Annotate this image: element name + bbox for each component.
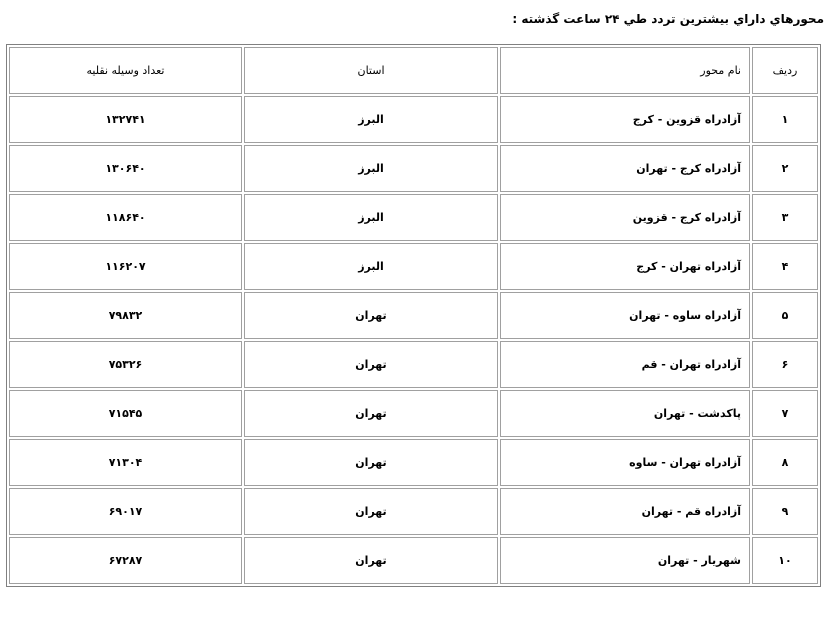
cell-route: پاكدشت - تهران — [500, 390, 750, 437]
cell-route: آزادراه كرج - قزوين — [500, 194, 750, 241]
cell-vehicles: ۱۱۸۶۴۰ — [9, 194, 242, 241]
routes-table — [6, 44, 821, 587]
cell-province: تهران — [244, 488, 498, 535]
cell-rank: ۸ — [752, 439, 818, 486]
header-vehicles: تعداد وسيله نقليه — [9, 47, 242, 94]
cell-province: تهران — [244, 537, 498, 584]
cell-rank: ۲ — [752, 145, 818, 192]
cell-province: تهران — [244, 292, 498, 339]
cell-rank: ۱۰ — [752, 537, 818, 584]
table-row — [9, 439, 818, 486]
cell-vehicles: ۷۱۵۴۵ — [9, 390, 242, 437]
table-row — [9, 341, 818, 388]
cell-vehicles: ۶۷۲۸۷ — [9, 537, 242, 584]
cell-vehicles: ۱۳۲۷۴۱ — [9, 96, 242, 143]
cell-route: آزادراه تهران - قم — [500, 341, 750, 388]
header-route: نام محور — [500, 47, 750, 94]
cell-rank: ۷ — [752, 390, 818, 437]
cell-route: آزادراه قزوين - كرج — [500, 96, 750, 143]
table-row — [9, 243, 818, 290]
table-row — [9, 488, 818, 535]
cell-vehicles: ۶۹۰۱۷ — [9, 488, 242, 535]
cell-route: آزادراه ساوه - تهران — [500, 292, 750, 339]
table-row — [9, 292, 818, 339]
cell-province: البرز — [244, 243, 498, 290]
cell-route: آزادراه قم - تهران — [500, 488, 750, 535]
table-row — [9, 96, 818, 143]
table-header-row — [9, 47, 818, 94]
cell-province: تهران — [244, 390, 498, 437]
cell-route: آزادراه كرج - تهران — [500, 145, 750, 192]
table-row — [9, 145, 818, 192]
header-rank: رديف — [752, 47, 818, 94]
cell-vehicles: ۷۹۸۳۲ — [9, 292, 242, 339]
cell-vehicles: ۱۳۰۶۴۰ — [9, 145, 242, 192]
page-title: محورهاي داراي بيشترين تردد طي ۲۴ ساعت گذشته : — [512, 12, 824, 26]
cell-rank: ۱ — [752, 96, 818, 143]
cell-route: شهريار - تهران — [500, 537, 750, 584]
cell-province: البرز — [244, 194, 498, 241]
cell-province: البرز — [244, 145, 498, 192]
cell-rank: ۹ — [752, 488, 818, 535]
cell-route: آزادراه تهران - ساوه — [500, 439, 750, 486]
cell-province: تهران — [244, 341, 498, 388]
cell-province: البرز — [244, 96, 498, 143]
cell-rank: ۶ — [752, 341, 818, 388]
cell-province: تهران — [244, 439, 498, 486]
table-row — [9, 537, 818, 584]
table-row — [9, 390, 818, 437]
cell-rank: ۳ — [752, 194, 818, 241]
cell-route: آزادراه تهران - كرج — [500, 243, 750, 290]
cell-rank: ۵ — [752, 292, 818, 339]
cell-rank: ۴ — [752, 243, 818, 290]
table-row — [9, 194, 818, 241]
cell-vehicles: ۷۵۳۲۶ — [9, 341, 242, 388]
header-province: استان — [244, 47, 498, 94]
cell-vehicles: ۱۱۶۲۰۷ — [9, 243, 242, 290]
cell-vehicles: ۷۱۳۰۴ — [9, 439, 242, 486]
